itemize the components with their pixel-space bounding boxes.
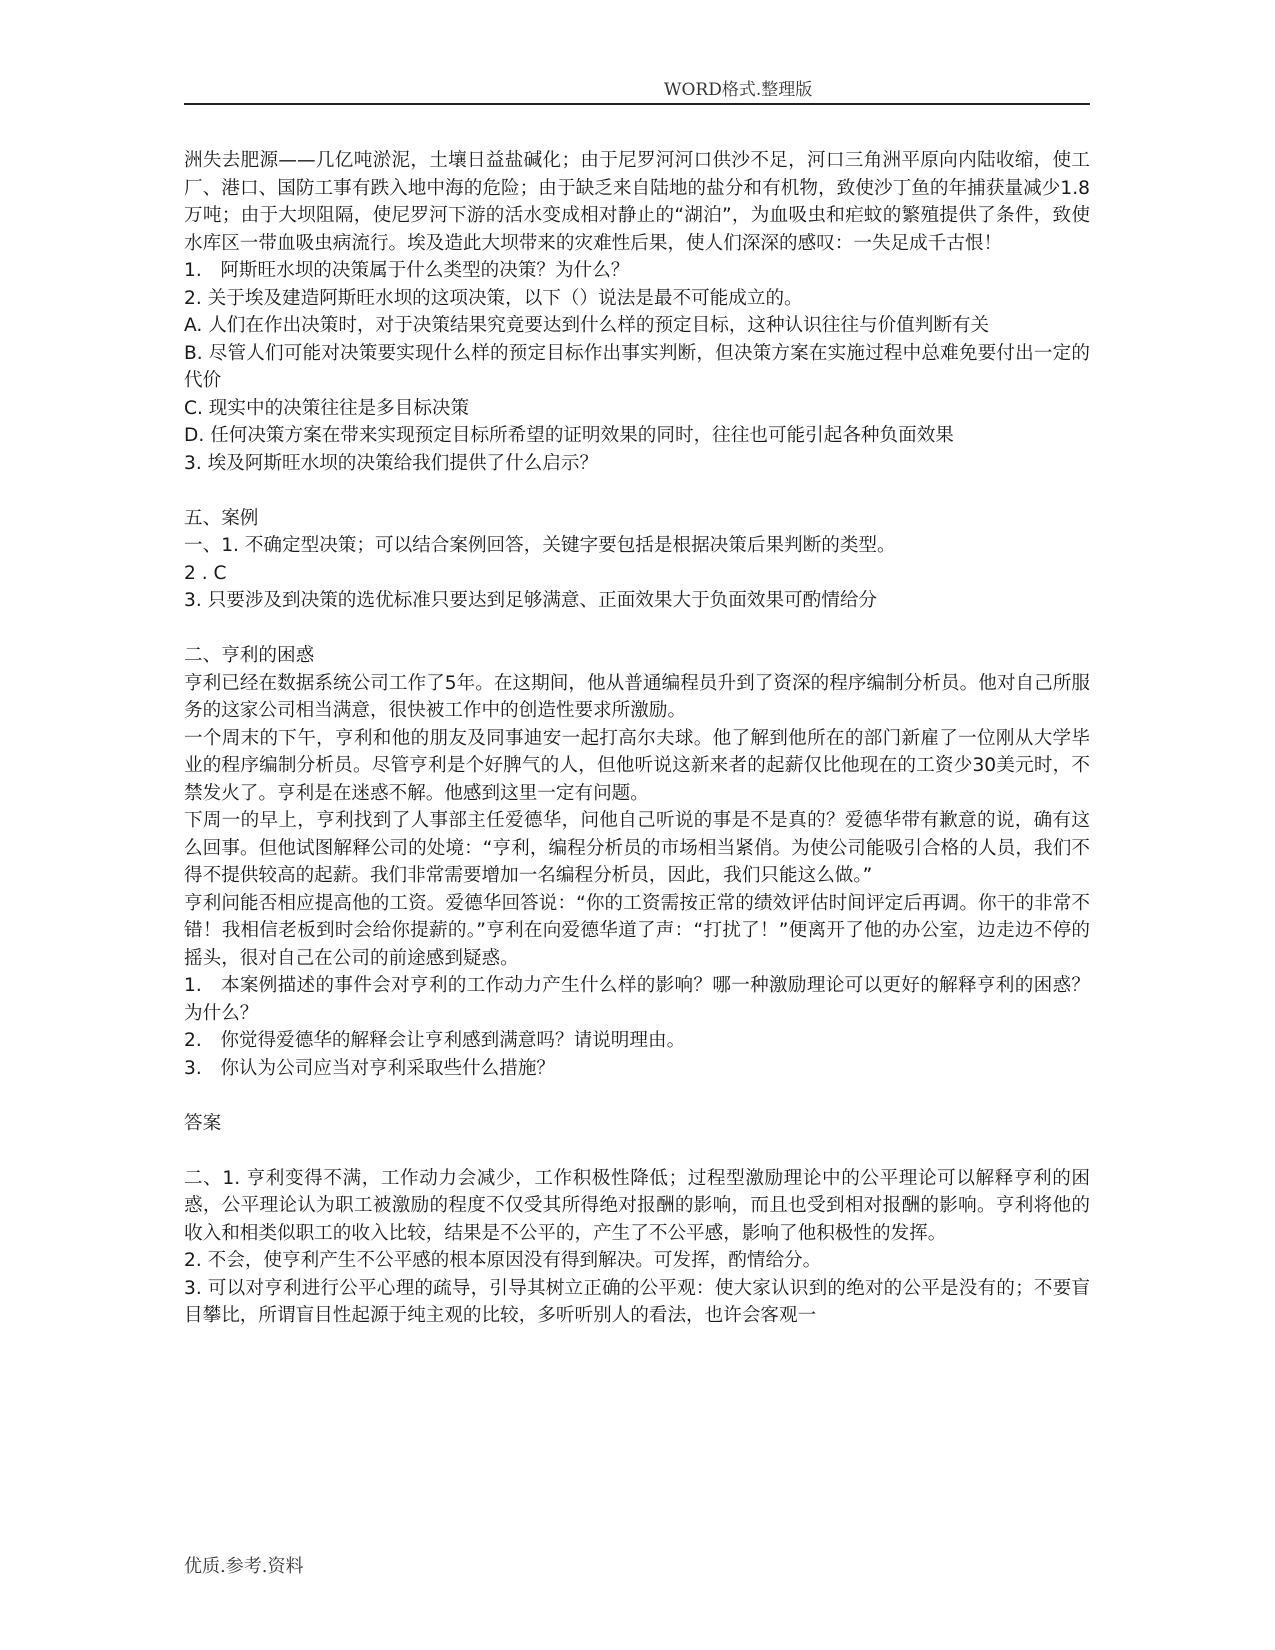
paragraph: C. 现实中的决策往往是多目标决策 bbox=[184, 397, 470, 419]
paragraph: 五、案例 bbox=[184, 507, 259, 529]
paragraph: 一、1. 不确定型决策；可以结合案例回答，关键字要包括是根据决策后果判断的类型。 bbox=[184, 535, 896, 556]
paragraph: 3. 埃及阿斯旺水坝的决策给我们提供了什么启示？ bbox=[184, 452, 599, 474]
paragraph: 二、1. 亨利变得不满，工作动力会减少，工作积极性降低；过程型激励理论中的公平理论可以解释亨利的困惑，公平理论认为职工被激励的程度不仅受其所得绝对报酬的影响，而且也受到相对报酬的影响。亨利将他的收入和相类似职工的收入比较，结果是不公平的，产生了不公平感，影响了他积极性的发挥。 bbox=[184, 1167, 1090, 1244]
paragraph: 1. 阿斯旺水坝的决策属于什么类型的决策？为什么？ bbox=[184, 260, 630, 281]
paragraph: 二、亨利的困惑 bbox=[184, 645, 315, 666]
paragraph: 亨利已经在数据系统公司工作了5年。在这期间，他从普通编程员升到了资深的程序编制分析员。他对自己所服务的这家公司相当满意，很快被工作中的创造性要求所激励。 bbox=[184, 672, 1090, 721]
paragraph: 亨利问能否相应提高他的工资。爱德华回答说：“你的工资需按正常的绩效评估时间评定后再调。你干的非常不错！我相信老板到时会给你提薪的。”亨利在向爱德华道了声：“打扰了！”便离开了他的办公室，边走边不停的摇头，很对自己在公司的前途感到疑惑。 bbox=[184, 892, 1090, 969]
page-header bbox=[184, 73, 1090, 105]
paragraph: 1. 本案例描述的事件会对亨利的工作动力产生什么样的影响？哪一种激励理论可以更好的解释亨利的困惑？为什么？ bbox=[184, 975, 1090, 1024]
paragraph: 答案 bbox=[184, 1112, 222, 1134]
blank-line bbox=[184, 1137, 1090, 1165]
paragraph: D. 任何决策方案在带来实现预定目标所希望的证明效果的同时，往往也可能引起各种负面效果 bbox=[184, 425, 954, 446]
header-title: WORD格式.整理版 bbox=[664, 80, 813, 100]
paragraph: A. 人们在作出决策时，对于决策结果究竟要达到什么样的预定目标，这种认识往往与价值判断有关 bbox=[184, 315, 990, 336]
paragraph: 2. 关于埃及建造阿斯旺水坝的这项决策，以下（）说法是最不可能成立的。 bbox=[184, 287, 803, 309]
paragraph: 3. 可以对亨利进行公平心理的疏导，引导其树立正确的公平观：使大家认识到的绝对的公平是没有的；不要盲目攀比，所谓盲目性起源于纯主观的比较，多听听别人的看法，也许会客观一 bbox=[184, 1277, 1090, 1326]
paragraph: 2 . C bbox=[184, 562, 227, 584]
paragraph: 下周一的早上，亨利找到了人事部主任爱德华，问他自己听说的事是不是真的？爱德华带有歉意的说，确有这么回事。但他试图解释公司的处境：“亨利，编程分析员的市场相当紧俏。为使公司能吸引合格的人员，我们不得不提供较高的起薪。我们非常需要增加一名编程分析员，因此，我们只能这么做。” bbox=[184, 810, 1090, 886]
blank-line bbox=[184, 615, 1090, 643]
blank-line bbox=[184, 477, 1090, 505]
paragraph: 2. 不会，使亨利产生不公平感的根本原因没有得到解决。可发挥，酌情给分。 bbox=[184, 1250, 822, 1271]
blank-line bbox=[184, 1082, 1090, 1110]
page-footer: 优质.参考.资料 bbox=[184, 1556, 304, 1577]
paragraph: 一个周末的下午，亨利和他的朋友及同事迪安一起打高尔夫球。他了解到他所在的部门新雇了一位刚从大学毕业的程序编制分析员。尽管亨利是个好脾气的人，但他听说这新来者的起薪仅比他现在的工资少30美元时，不禁发火了。亨利是在迷惑不解。他感到这里一定有问题。 bbox=[184, 727, 1090, 804]
paragraph: 洲失去肥源——几亿吨淤泥，土壤日益盐碱化；由于尼罗河河口供沙不足，河口三角洲平原向内陆收缩，使工厂、港口、国防工事有跌入地中海的危险；由于缺乏来自陆地的盐分和有机物，致使沙丁鱼的年捕获量减少1.8万吨；由于大坝阻隔，使尼罗河下游的活水变成相对静止的“湖泊”，为血吸虫和疟蚊的繁殖提供了条件，致使水库区一带血吸虫病流行。埃及造此大坝带来的灾难性后果，使人们深深的感叹：一失足成千古恨！ bbox=[184, 150, 1090, 254]
paragraph: 2. 你觉得爱德华的解释会让亨利感到满意吗？请说明理由。 bbox=[184, 1030, 686, 1051]
document-body bbox=[184, 147, 1090, 1330]
paragraph: B. 尽管人们可能对决策要实现什么样的预定目标作出事实判断，但决策方案在实施过程中总难免要付出一定的代价 bbox=[184, 342, 1090, 391]
paragraph: 3. 只要涉及到决策的选优标准只要达到足够满意、正面效果大于负面效果可酌情给分 bbox=[184, 590, 878, 611]
paragraph: 3. 你认为公司应当对亨利采取些什么措施？ bbox=[184, 1057, 556, 1079]
